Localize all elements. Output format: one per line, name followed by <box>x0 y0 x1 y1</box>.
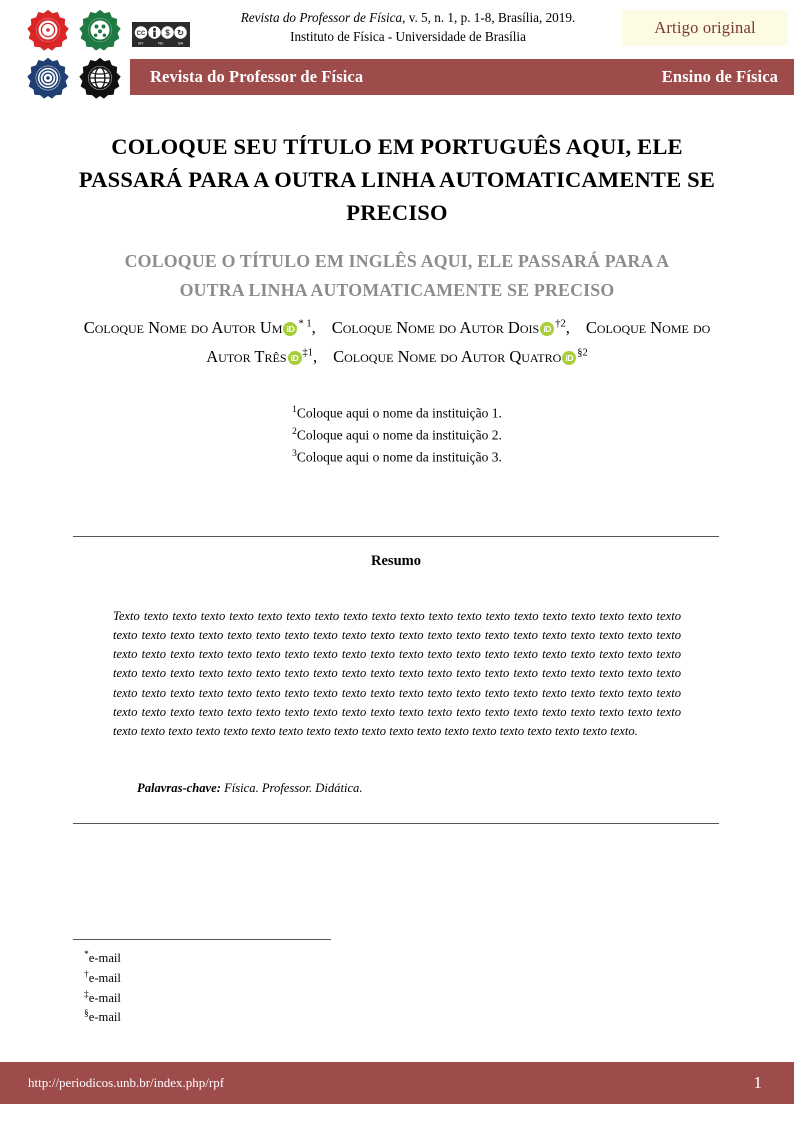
footnote-text: e-mail <box>88 951 121 966</box>
orcid-icon[interactable]: iD <box>288 351 302 365</box>
abstract-heading: Resumo <box>371 553 421 569</box>
footnote-divider <box>73 939 331 940</box>
author-name: Coloque Nome do Autor Três <box>206 317 711 366</box>
svg-text:NC: NC <box>158 40 164 46</box>
affiliation-text: Coloque aqui o nome da instituição 3. <box>296 449 502 465</box>
abstract-bottom-divider <box>73 823 719 824</box>
creative-commons-badge[interactable] <box>132 22 190 47</box>
journal-url-link[interactable]: http://periodicos.unb.br/index.php/rpf <box>28 1075 225 1090</box>
author-separator: , <box>311 317 316 337</box>
article-title-en: COLOQUE O TÍTULO EM INGLÊS AQUI, ELE PASSARÁ PARA A OUTRA LINHA AUTOMATICAMENTE SE PRECISO <box>124 250 670 300</box>
gear-logo-black-icon <box>78 56 122 100</box>
gear-logo-green-icon <box>78 8 122 52</box>
footnote-text: e-mail <box>88 970 121 985</box>
svg-text:BY: BY <box>138 40 144 46</box>
affiliation-text: Coloque aqui o nome da instituição 2. <box>296 427 502 443</box>
svg-text:CC: CC <box>136 31 146 37</box>
affiliation-item <box>72 423 722 445</box>
footnote-mark: § <box>84 1009 89 1020</box>
page-footer <box>0 1062 794 1104</box>
footnote-text: e-mail <box>88 1010 121 1025</box>
article-type-badge: Artigo original <box>622 10 788 46</box>
svg-text:↻: ↻ <box>177 28 184 38</box>
orcid-icon[interactable]: iD <box>283 322 297 336</box>
affiliation-item <box>72 401 722 423</box>
citation-journal-name: Revista do Professor de Física <box>240 10 403 25</box>
author-entry <box>332 318 570 337</box>
author-separator: , <box>313 347 318 366</box>
author-entry <box>333 347 588 366</box>
svg-text:$: $ <box>165 28 170 38</box>
author-name: Coloque Nome do Autor Dois <box>331 317 540 337</box>
footnote-item <box>84 1006 404 1026</box>
gear-logo-red-cell <box>22 6 74 54</box>
author-marks: ‡1 <box>302 347 314 359</box>
journal-title-bar-name: Revista do Professor de Física <box>150 67 364 86</box>
footnote-list <box>84 947 404 1026</box>
footnote-mark: † <box>84 969 89 980</box>
cc-by-nc-sa-icon <box>132 22 190 47</box>
gear-logo-green-cell <box>74 6 126 54</box>
keywords-label: Palavras-chave: <box>137 780 221 795</box>
journal-logo-grid <box>22 6 126 102</box>
journal-section-label: Ensino de Física <box>661 67 778 86</box>
citation-line-2: Instituto de Física - Universidade de Brasília <box>290 29 526 44</box>
abstract-body: Texto texto texto texto texto texto texto texto texto texto texto texto texto texto texto texto texto texto texto texto texto texto texto texto texto texto texto texto texto texto texto texto texto texto texto texto texto texto texto texto texto texto texto texto texto texto texto texto texto texto texto texto texto texto texto texto texto texto texto texto texto texto texto texto texto texto texto texto texto texto texto texto texto texto texto texto texto texto texto texto texto texto texto texto texto texto texto texto texto texto texto texto texto texto texto texto texto texto texto texto texto texto texto texto texto texto texto texto texto texto texto texto texto texto texto texto texto texto texto texto texto texto texto texto texto texto texto texto texto texto texto texto texto texto texto texto texto texto texto. <box>113 608 681 739</box>
author-entry <box>84 318 316 337</box>
footnote-mark: ‡ <box>84 989 89 1000</box>
abstract-top-divider <box>73 536 719 537</box>
masthead <box>0 0 794 108</box>
footnote-item <box>84 987 404 1007</box>
page-number: 1 <box>753 1073 762 1092</box>
journal-title-bar <box>130 59 794 95</box>
keywords-value: Física. Professor. Didática. <box>224 780 363 795</box>
affiliation-text: Coloque aqui o nome da instituição 1. <box>296 405 502 421</box>
affiliation-item <box>72 445 722 467</box>
orcid-icon[interactable]: iD <box>562 351 576 365</box>
footnote-text: e-mail <box>88 990 121 1005</box>
author-name: Coloque Nome do Autor Um <box>83 317 283 337</box>
affiliation-mark: 3 <box>292 449 297 459</box>
article-title-pt: COLOQUE SEU TÍTULO EM PORTUGUÊS AQUI, ELE PASSARÁ PARA A OUTRA LINHA AUTOMATICAMENTE SE PRECISO <box>78 134 716 226</box>
citation-volume-info: , v. 5, n. 1, p. 1-8, Brasília, 2019. <box>402 10 576 25</box>
author-marks: †2 <box>555 318 566 329</box>
author-separator: , <box>565 317 570 337</box>
gear-logo-blue-cell <box>22 54 74 102</box>
gear-logo-black-cell <box>74 54 126 102</box>
footnote-item <box>84 967 404 987</box>
footnote-mark: * <box>84 950 89 960</box>
journal-citation <box>196 8 620 46</box>
footnote-item <box>84 947 404 967</box>
author-list <box>72 311 722 370</box>
gear-logo-red-icon <box>26 8 70 52</box>
citation-line-1 <box>196 8 620 27</box>
gear-logo-blue-icon <box>26 56 70 100</box>
keywords-line <box>137 779 682 798</box>
orcid-icon[interactable]: iD <box>540 322 554 336</box>
affiliation-mark: 1 <box>292 405 297 415</box>
author-marks: * 1 <box>298 318 312 329</box>
affiliation-mark: 2 <box>292 427 297 437</box>
author-marks: §2 <box>577 347 588 359</box>
affiliation-list <box>72 401 722 467</box>
author-name: Coloque Nome do Autor Quatro <box>333 347 562 366</box>
svg-text:SA: SA <box>177 40 184 46</box>
